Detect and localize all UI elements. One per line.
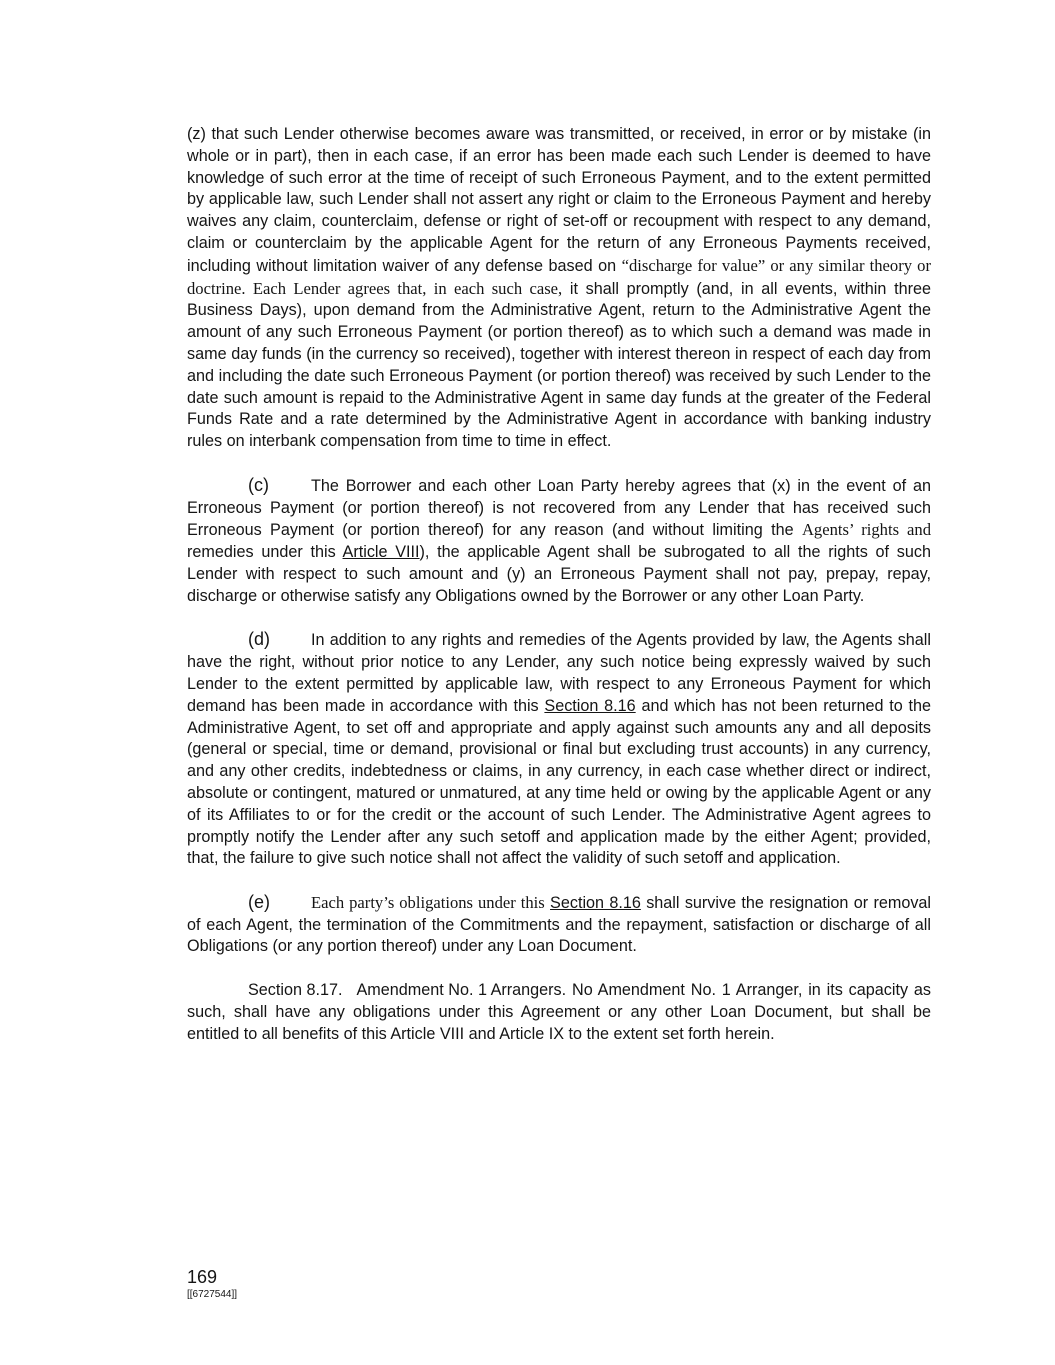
page-footer [187, 1266, 237, 1301]
article-viii-reference: Article VIII [342, 543, 420, 562]
document-body [187, 124, 931, 1045]
page-number: 169 [187, 1267, 218, 1287]
paragraph-label-d: (d) [248, 629, 270, 650]
paragraph-label-c: (c) [248, 474, 269, 495]
section-8-16-reference: Section 8.16 [544, 696, 636, 715]
paragraph-text-serif: Agents’ rights and [801, 520, 932, 540]
paragraph-d [187, 629, 931, 870]
paragraph-text: remedies under this [187, 543, 336, 562]
section-8-16-reference: Section 8.16 [550, 893, 641, 912]
paragraph-text: The Borrower and each other Loan Party hereby agrees that (x) in the event of an Erroneous Payment (or portion thereof) is not recovered from any Lender that has received such Erroneous Payment (or portion thereof) for any reason (and without limiting the [187, 476, 931, 540]
paragraph-text: shall survive the resignation or removal of each Agent, the termination of the Commitments and the repayment, satisfaction or discharge of all Obligations (or any portion thereof) under any Loan Document. [187, 893, 932, 956]
paragraph-text: it shall promptly (and, in all events, within three Business Days), upon demand from the Administrative Agent, return to the Administrative Agent the amount of any such Erroneous Payment (or portion thereof) as to which such a demand was made in same day funds (in the currency so received), together with interest thereon in respect of each day from and including the date such Erroneous Payment (or portion thereof) was received by such Lender to the date such amount is repaid to the Administrative Agent in same day funds at the greater of the Federal Funds Rate and a rate determined by the Administrative Agent in accordance with banking industry rules on interbank compensation from time to time in effect. [187, 279, 931, 451]
paragraph-c [187, 475, 931, 608]
paragraph-text-serif: “discharge for value” or any similar theory or doctrine. Each Lender agrees that, in each such case, [187, 255, 931, 298]
paragraph-text: (z) that such Lender otherwise becomes aware was transmitted, or received, in error or by mistake (in whole or in part), then in each case, if an error has been made each such Lender is deemed to have knowledge of such error at the time of receipt of such Erroneous Payment, and to the extent permitted by applicable law, such Lender shall not assert any right or claim to the Erroneous Payment and hereby waives any claim, counterclaim, defense or right of set-off or recoupment with respect to any demand, claim or counterclaim by the applicable Agent for the return of any Erroneous Payments received, including without limitation waiver of any defense based on [187, 125, 931, 275]
section-body: No Amendment No. 1 Arranger, in its capacity as such, shall have any obligations under this Agreement or any other Loan Document, but shall be entitled to all benefits of this Article VIII and Article IX to the extent set forth herein. [187, 981, 932, 1043]
section-8-17 [187, 980, 931, 1045]
document-id: [[6727544]] [187, 1289, 238, 1300]
section-number: Section 8.17. [248, 981, 343, 1000]
paragraph-b-continued [187, 124, 931, 453]
section-title: Amendment No. 1 Arrangers. [356, 981, 567, 1000]
paragraph-text-serif: Each party’s obligations under this [311, 892, 545, 912]
paragraph-text: and which has not been returned to the Administrative Agent, to set off and appropriate and apply against such amounts any and all deposits (general or special, time or demand, provisional or final but excluding trust accounts) in any currency, and any other credits, indebtedness or claims, in any currency, in each case whether direct or indirect, absolute or contingent, matured or unmatured, at any time held or owing by the applicable Agent or any of its Affiliates to or for the credit or the account of such Lender. The Administrative Agent agrees to promptly notify the Lender after any such setoff and application made by the either Agent; provided, that, the failure to give such notice shall not affect the validity of such setoff and application. [187, 696, 932, 868]
paragraph-label-e: (e) [248, 891, 270, 912]
paragraph-text: ), the applicable Agent shall be subrogated to all the rights of such Lender with respect to such amount and (y) an Erroneous Payment shall not pay, prepay, repay, discharge or otherwise satisfy any Obligations owned by the Borrower or any other Loan Party. [187, 543, 931, 605]
paragraph-e [187, 892, 931, 958]
paragraph-text: In addition to any rights and remedies of the Agents provided by law, the Agents shall have the right, without prior notice to any Lender, any such notice being expressly waived by such Lender to the extent permitted by applicable law, with respect to any Erroneous Payment for which demand has been made in accordance with this [187, 631, 931, 715]
